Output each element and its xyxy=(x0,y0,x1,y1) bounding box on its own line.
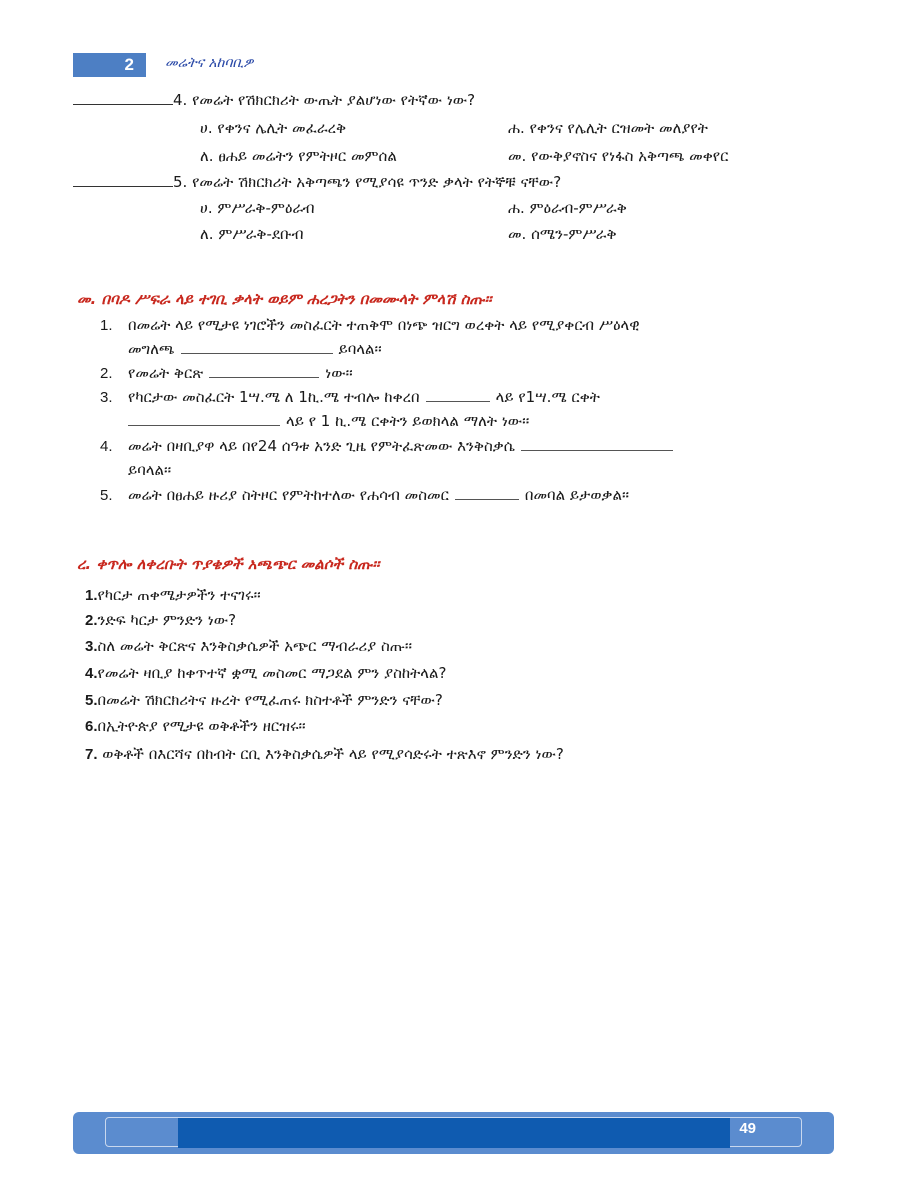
item-text: በመሬት ላይ የሚታዩ ነገሮችን መስፈርት ተጠቅሞ በነጭ ዝርግ ወረቀት ላይ የሚያቀርብ ሥዕላዊ xyxy=(128,316,640,334)
answer-blank xyxy=(73,172,173,187)
item-text: መሬት በፀሐይ ዙሪያ ስትዞር የምትከተለው የሐሳብ መስመር xyxy=(128,486,449,504)
fill-blank[interactable] xyxy=(209,363,319,378)
question-number: 5. xyxy=(173,173,188,191)
fill-item-2 xyxy=(100,362,353,385)
fill-blank[interactable] xyxy=(128,411,280,426)
fill-blank[interactable] xyxy=(181,339,333,354)
option-b: ለ. ምሥራቅ-ደቡብ xyxy=(200,225,304,243)
fill-blank[interactable] xyxy=(426,387,490,402)
item-text: ላይ የ 1 ኪ.ሜ ርቀትን ይወክላል ማለት ነው፡፡ xyxy=(286,412,530,430)
item-number: 4. xyxy=(100,438,113,455)
option-a: ሀ. የቀንና ሌሊት መፈራረቅ xyxy=(200,119,347,137)
fill-item-3 xyxy=(100,386,600,409)
item-text: መሬት በዛቢያዋ ላይ በየ24 ሰዓቱ አንድ ጊዜ የምትፈጽመው እንቅስቃሴ xyxy=(128,437,515,455)
option-c: ሐ. ምዕራብ-ምሥራቅ xyxy=(508,199,627,217)
fill-item-4-line2: ይባላል፡፡ xyxy=(128,461,172,479)
item-number: 1. xyxy=(100,317,113,334)
short-question-2: 2.ንድፍ ካርታ ምንድን ነው? xyxy=(85,611,237,629)
option-d: መ. የውቅያኖስና የነፋስ አቅጣጫ መቀየር xyxy=(508,147,729,165)
fill-blank[interactable] xyxy=(521,436,673,451)
footer-bar xyxy=(178,1118,730,1148)
fill-item-1-line2 xyxy=(128,338,382,360)
short-question-4: 4.የመሬት ዛቢያ ከቀጥተኛ ቋሚ መስመር ማጋደል ምን ያስከትላል? xyxy=(85,664,447,682)
item-text: መግለጫ xyxy=(128,340,175,358)
item-text: በመባል ይታወቃል፡፡ xyxy=(524,486,630,504)
answer-blank xyxy=(73,90,173,105)
short-question-3: 3.ስለ መሬት ቅርጽና እንቅስቃሴዎች አጭር ማብራሪያ ስጡ፡፡ xyxy=(85,637,412,655)
item-number: 2. xyxy=(100,365,113,382)
question-text: የመሬት ሽክርክሪት አቅጣጫን የሚያሳዩ ጥንድ ቃላት የትኞቹ ናቸው? xyxy=(192,173,562,191)
option-b: ለ. ፀሐይ መሬትን የምትዞር መምሰል xyxy=(200,147,397,165)
question-number: 4. xyxy=(173,91,188,109)
fill-item-3-line2 xyxy=(128,410,529,432)
option-c: ሐ. የቀንና የሌሊት ርዝመት መለያየት xyxy=(508,119,708,137)
fill-item-4 xyxy=(100,435,679,458)
item-number: 5. xyxy=(100,487,113,504)
chapter-number: 2 xyxy=(73,53,146,77)
option-a: ሀ. ምሥራቅ-ምዕራብ xyxy=(200,199,315,217)
option-d: መ. ሰሜን-ምሥራቅ xyxy=(508,225,617,243)
short-question-5: 5.በመሬት ሽክርክሪትና ዙረት የሚፈጠሩ ክስተቶች ምንድን ናቸው? xyxy=(85,691,443,709)
section-short-heading: ረ. ቀጥሎ ለቀረቡት ጥያቄዎች አጫጭር መልሶች ስጡ፡፡ xyxy=(77,555,380,573)
page-footer xyxy=(73,1112,834,1154)
mcq-question-4 xyxy=(73,90,475,110)
short-question-6: 6.በኢትዮጵያ የሚታዩ ወቅቶችን ዘርዝሩ፡፡ xyxy=(85,717,306,735)
item-text: የመሬት ቅርጽ xyxy=(128,364,204,382)
section-fill-heading: መ. በባዶ ሥፍራ ላይ ተገቢ ቃላት ወይም ሐረጋትን በመሙላት ምላሽ ስጡ፡፡ xyxy=(77,290,492,308)
fill-item-5 xyxy=(100,484,629,507)
item-text: የካርታው መስፈርት 1ሣ.ሜ ለ 1ኪ.ሜ ተብሎ ከቀረበ xyxy=(128,388,420,406)
item-number: 3. xyxy=(100,389,113,406)
item-text: ነው፡፡ xyxy=(325,364,353,382)
short-question-7: 7. ወቅቶች በእርሻና በከብት ርቢ እንቅስቃሴዎች ላይ የሚያሳድሩት ተጽእኖ ምንድን ነው? xyxy=(85,745,564,763)
question-text: የመሬት የሽክርክሪት ውጤት ያልሆነው የትኛው ነው? xyxy=(192,91,476,109)
item-text: ይባላል፡፡ xyxy=(338,340,382,358)
fill-item-1 xyxy=(100,314,640,337)
short-question-1: 1.የካርታ ጠቀሜታዎችን ተናገሩ፡፡ xyxy=(85,586,261,604)
fill-blank[interactable] xyxy=(455,485,519,500)
page-number: 49 xyxy=(739,1120,756,1137)
page-header xyxy=(73,53,373,77)
chapter-title: መሬትና አከባቢዎ xyxy=(165,55,254,71)
mcq-question-5 xyxy=(73,172,561,192)
item-text: ላይ የ1ሣ.ሜ ርቀት xyxy=(495,388,600,406)
